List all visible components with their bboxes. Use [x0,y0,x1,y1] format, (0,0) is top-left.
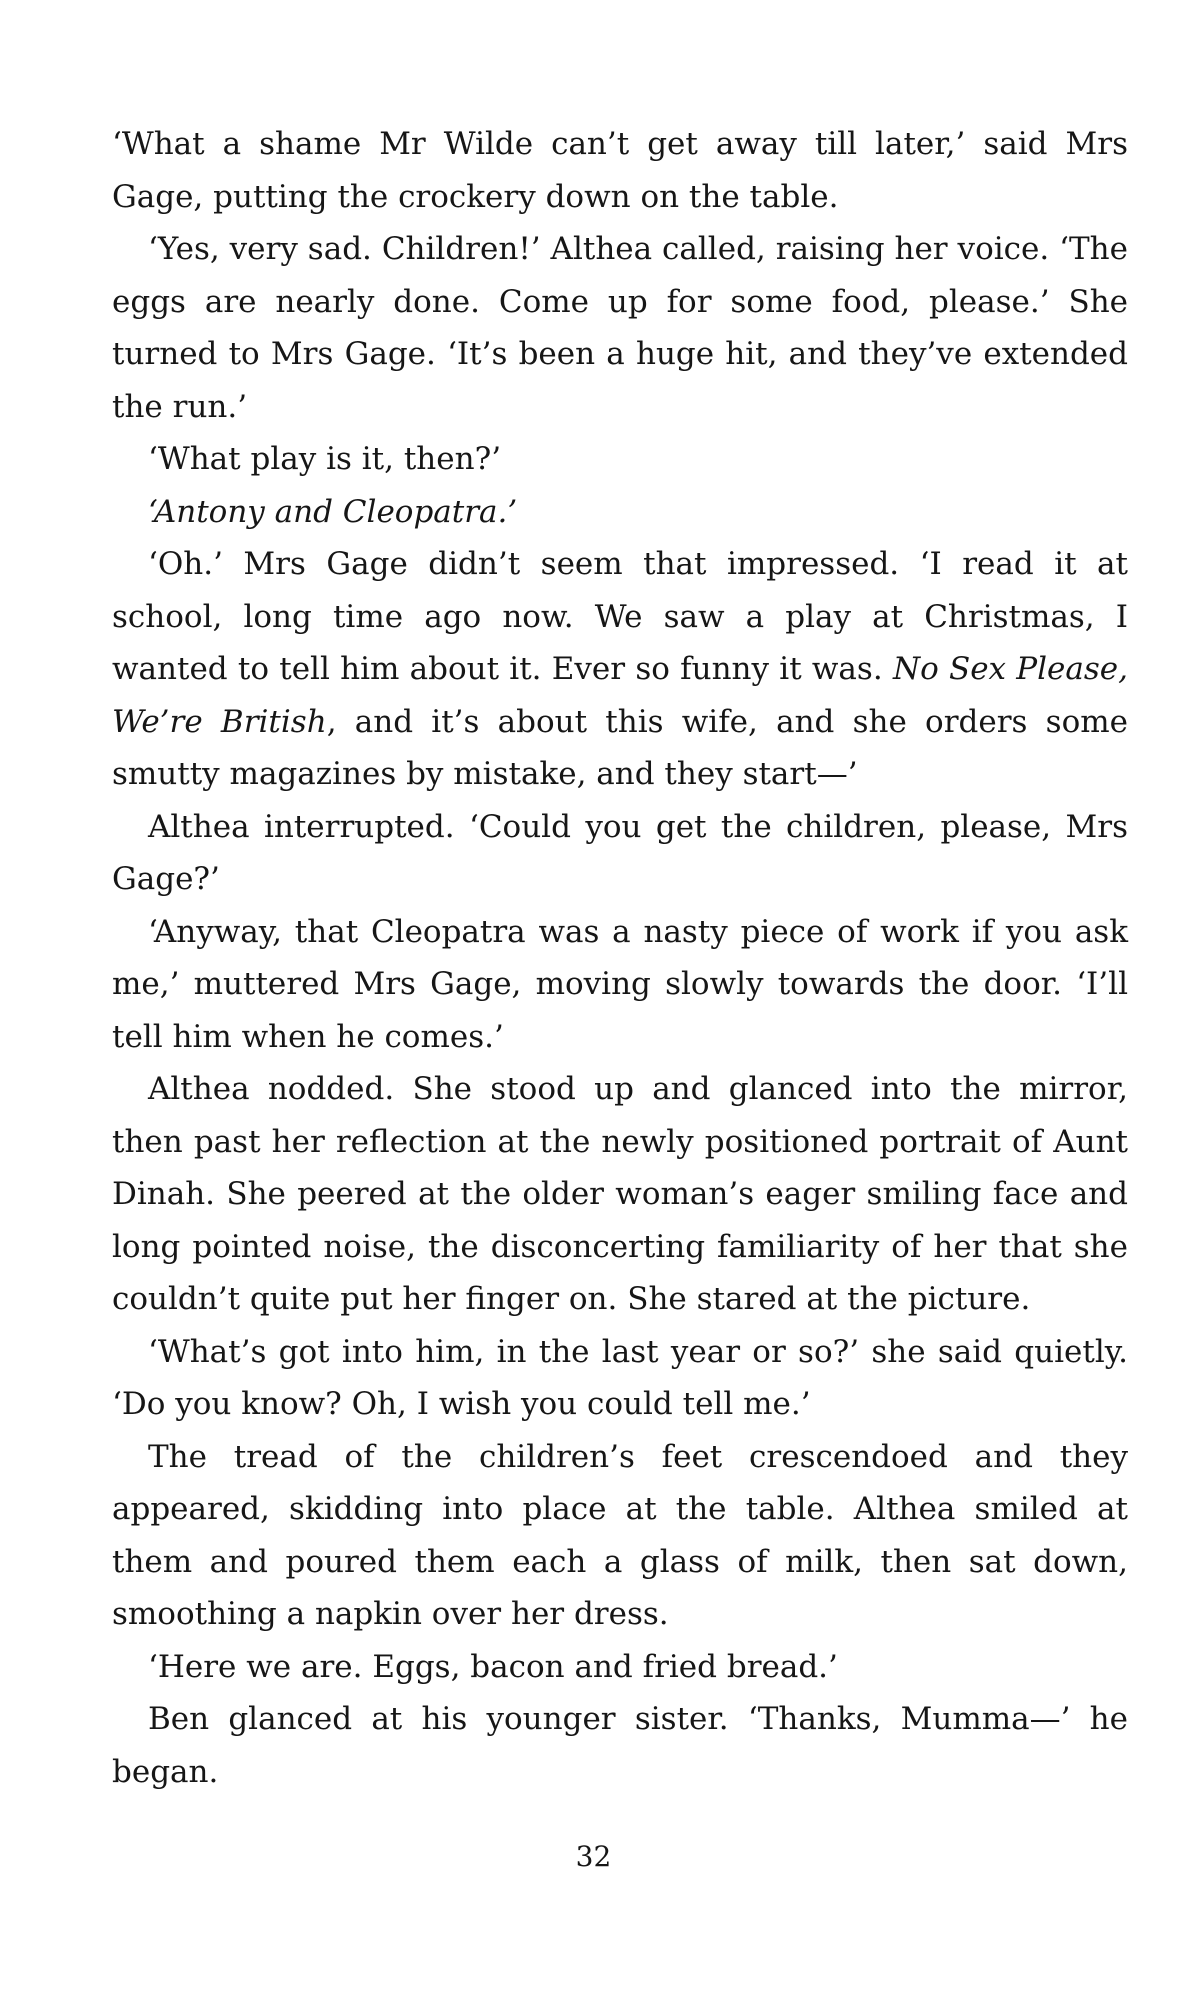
paragraph: Althea interrupted. ‘Could you get the children, please, Mrs Gage?’ [112,808,1128,897]
page-number: 32 [575,1840,612,1873]
paragraph: ‘Here we are. Eggs, bacon and fried bread.’ [148,1648,838,1685]
paragraph: ‘What play is it, then?’ [148,441,502,477]
paragraph: Ben glanced at his younger sister. ‘Thanks, Mumma—’ he began. [112,1701,1128,1790]
paragraph-text: ‘Oh.’ Mrs Gage didn’t seem that impressed. ‘I read it at school, long time ago now. We saw a play at Christmas, I wanted to tell him about it. Ever so funny it was. [112,546,1128,687]
paragraph-text: , and it’s about this wife, and she orders some smutty magazines by mistake, and they start—’ [112,703,1128,792]
paragraph: ‘Yes, very sad. Children!’ Althea called, raising her voice. ‘The eggs are nearly done. Come up for some food, please.’ She turned to Mrs Gage. ‘It’s been a huge hit, and they’ve extended the run.’ [112,231,1128,425]
paragraph [112,538,1128,801]
paragraph: ‘What a shame Mr Wilde can’t get away till later,’ said Mrs Gage, putting the crockery down on the table. [112,126,1128,215]
play-title: No Sex Please, We’re British [112,651,1128,740]
paragraph: ‘Anyway, that Cleopatra was a nasty piece of work if you ask me,’ muttered Mrs Gage, moving slowly towards the door. ‘I’ll tell him when he comes.’ [112,913,1128,1055]
paragraph: Althea nodded. She stood up and glanced into the mirror, then past her reflection at the newly positioned portrait of Aunt Dinah. She peered at the older woman’s eager smiling face and long pointed noise, the disconcerting familiarity of her that she couldn’t quite put her finger on. She stared at the picture. [112,1071,1128,1317]
paragraph: The tread of the children’s feet crescendoed and they appeared, skidding into place at the table. Althea smiled at them and poured them each a glass of milk, then sat down, smoothing a napkin over her dress. [112,1438,1128,1632]
paragraph: ‘What’s got into him, in the last year or so?’ she said quietly. ‘Do you know? Oh, I wish you could tell me.’ [112,1333,1128,1422]
paragraph: ‘Antony and Cleopatra.’ [148,493,518,530]
body-text [112,118,1128,1798]
